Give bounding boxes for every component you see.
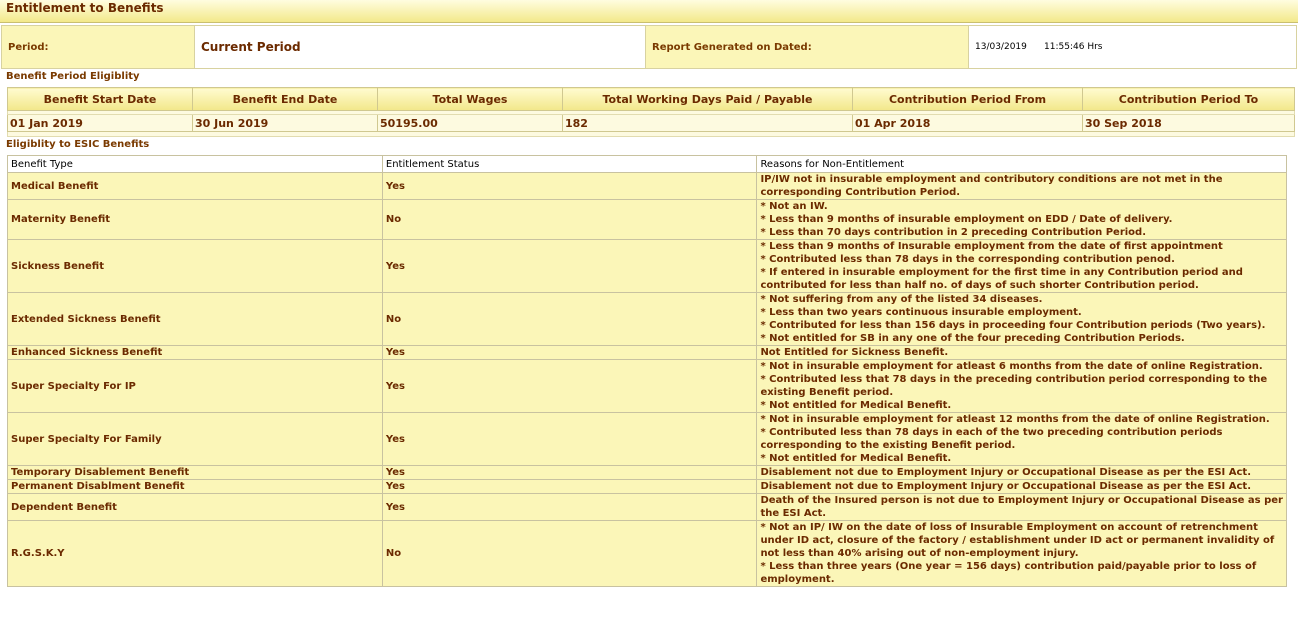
eligibility-heading: Eligiblity to ESIC Benefits [6,139,150,150]
reason-line: * Not suffering from any of the listed 34 diseases. [760,294,1043,305]
table-row [8,293,1287,346]
benefit-period-heading: Benefit Period Eligiblity [6,71,140,82]
reason-line: * Not in insurable employment for atleast 6 months from the date of online Registration. [760,361,1263,372]
reason-line: * Less than 9 months of Insurable employment from the date of first appointment [760,241,1223,252]
reason-line: Disablement not due to Employment Injury or Occupational Disease as per the ESI Act. [760,467,1251,478]
reason-line: * Not an IW. [760,201,828,212]
reason-line: Not Entitled for Sickness Benefit. [760,347,949,358]
reasons-cell [757,293,1287,346]
benefit-end-date: 30 Jun 2019 [193,115,378,132]
reason-line: IP/IW not in insurable employment and contributory conditions are not met in the [760,174,1223,185]
reason-line: * Contributed less that 78 days in the preceding contribution period corresponding to the [760,374,1268,385]
reasons-cell [757,200,1287,240]
reason-line: * Not entitled for SB in any one of the four preceding Contribution Periods. [760,333,1185,344]
benefit-type: Super Specialty For Family [8,413,383,466]
col-benefit-type: Benefit Type [8,156,383,173]
period-table [1,25,1297,69]
col-reasons: Reasons for Non-Entitlement [757,156,1287,173]
reason-line: * Less than 9 months of insurable employment on EDD / Date of delivery. [760,214,1173,225]
reason-line: Death of the Insured person is not due to Employment Injury or Occupational Disease as per [760,495,1283,506]
col-benefit-end-date: Benefit End Date [193,88,378,111]
reason-line: Disablement not due to Employment Injury or Occupational Disease as per the ESI Act. [760,481,1251,492]
reasons-cell [757,494,1287,521]
reason-line: * Less than 70 days contribution in 2 preceding Contribution Period. [760,227,1147,238]
benefit-type: Super Specialty For IP [8,360,383,413]
reasons-cell [757,480,1287,494]
reasons-cell [757,240,1287,293]
entitlement-status: No [382,293,757,346]
benefit-type: R.G.S.K.Y [8,521,383,587]
benefit-start-date: 01 Jan 2019 [8,115,193,132]
table-row [8,173,1287,200]
entitlement-status: Yes [382,494,757,521]
benefit-type: Sickness Benefit [8,240,383,293]
benefit-period-table [7,87,1295,137]
reason-line: under ID act, closure of the factory / establishment under ID act or permanent invalidity of [760,535,1275,546]
reason-line: * Contributed for less than 156 days in proceeding four Contribution periods (Two years). [760,320,1266,331]
entitlement-status: No [382,200,757,240]
eligibility-header-row [8,156,1287,173]
reason-line: corresponding to the existing Benefit period. [760,440,1016,451]
reason-line: * Less than two years continuous insurable employment. [760,307,1082,318]
benefit-type: Dependent Benefit [8,494,383,521]
reason-line: * Contributed less than 78 days in each of the two preceding contribution periods [760,427,1223,438]
table-row [8,480,1287,494]
reasons-cell [757,521,1287,587]
reason-line: * Not in insurable employment for atleast 12 months from the date of online Registration. [760,414,1270,425]
col-total-wages: Total Wages [378,88,563,111]
entitlement-status: Yes [382,240,757,293]
benefit-type: Maternity Benefit [8,200,383,240]
entitlement-status: No [382,521,757,587]
reasons-cell [757,360,1287,413]
benefit-type: Temporary Disablement Benefit [8,466,383,480]
benefit-period-header-row [8,88,1295,111]
reason-line: * Not an IP/ IW on the date of loss of Insurable Employment on account of retrenchment [760,522,1258,533]
benefit-type: Permanent Disablment Benefit [8,480,383,494]
period-label: Period: [2,26,195,69]
page-title-bar [0,0,1298,23]
reason-line: the ESI Act. [760,508,827,519]
col-entitlement-status: Entitlement Status [382,156,757,173]
benefit-type: Medical Benefit [8,173,383,200]
contribution-period-to: 30 Sep 2018 [1083,115,1295,132]
total-wages: 50195.00 [378,115,563,132]
reason-line: existing Benefit period. [760,387,894,398]
reason-line: employment. [760,574,835,585]
col-total-working-days: Total Working Days Paid / Payable [563,88,853,111]
entitlement-status: Yes [382,360,757,413]
table-row [8,466,1287,480]
reason-line: contributed for less than half no. of days of such shorter Contribution period. [760,280,1199,291]
reason-line: not less than 40% arising out of non-employment injury. [760,548,1079,559]
entitlement-status: Yes [382,466,757,480]
table-row [8,413,1287,466]
table-row [8,521,1287,587]
total-working-days: 182 [563,115,853,132]
entitlement-status: Yes [382,173,757,200]
page-title: Entitlement to Benefits [6,1,164,15]
benefit-period-row [8,115,1295,132]
reason-line: * Not entitled for Medical Benefit. [760,453,952,464]
benefit-type: Extended Sickness Benefit [8,293,383,346]
reason-line: * If entered in insurable employment for the first time in any Contribution period and [760,267,1243,278]
table-row [8,494,1287,521]
table-row [8,240,1287,293]
col-contribution-period-from: Contribution Period From [853,88,1083,111]
report-time: 11:55:46 Hrs [1044,42,1103,52]
table-row [8,360,1287,413]
entitlement-status: Yes [382,413,757,466]
table-row [8,200,1287,240]
reasons-cell [757,413,1287,466]
benefit-type: Enhanced Sickness Benefit [8,346,383,360]
reasons-cell [757,346,1287,360]
table-row [8,346,1287,360]
report-generated-label: Report Generated on Dated: [646,26,969,69]
contribution-period-from: 01 Apr 2018 [853,115,1083,132]
report-date: 13/03/2019 [975,42,1027,52]
report-date-time [969,26,1297,69]
col-contribution-period-to: Contribution Period To [1083,88,1295,111]
entitlement-status: Yes [382,480,757,494]
col-benefit-start-date: Benefit Start Date [8,88,193,111]
entitlement-status: Yes [382,346,757,360]
reasons-cell [757,173,1287,200]
reasons-cell [757,466,1287,480]
period-value: Current Period [195,26,646,69]
reason-line: * Less than three years (One year = 156 days) contribution paid/payable prior to loss of [760,561,1257,572]
reason-line: * Contributed less than 78 days in the corresponding contribution penod. [760,254,1175,265]
reason-line: * Not entitled for Medical Benefit. [760,400,952,411]
reason-line: corresponding Contribution Period. [760,187,961,198]
eligibility-table [7,155,1287,587]
